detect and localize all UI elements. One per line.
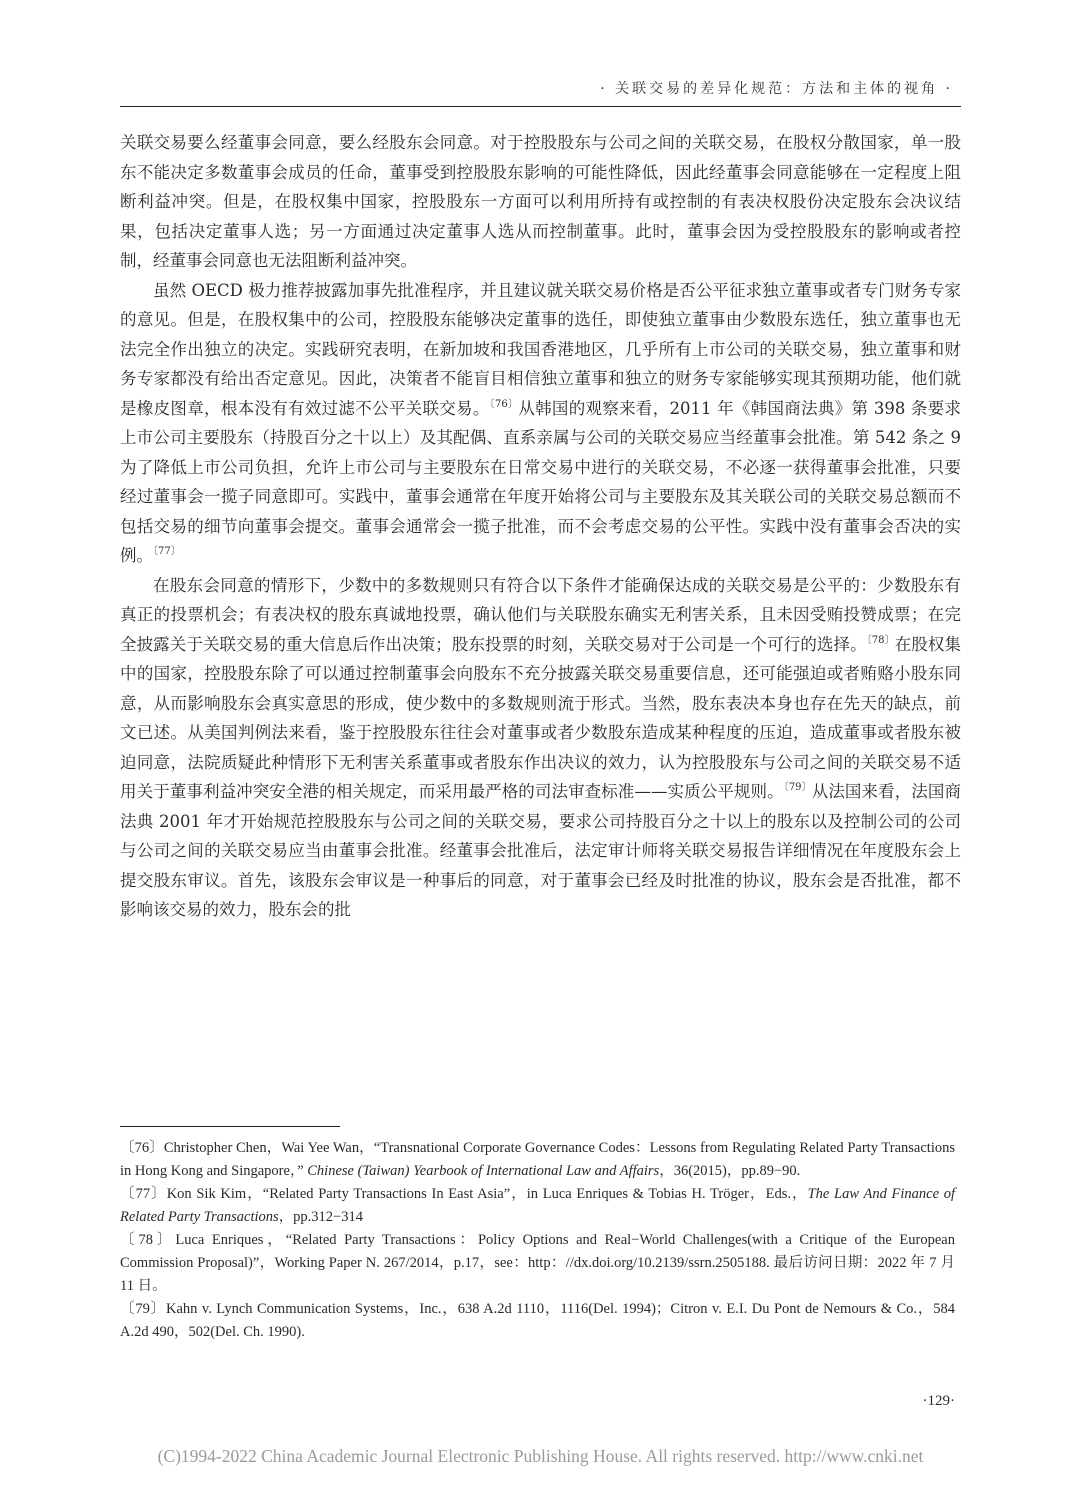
paragraph-3-part-a: 在股东会同意的情形下，少数中的多数规则只有符合以下条件才能确保达成的关联交易是公平的：少数股东有真正的投票机会；有表决权的股东真诚地投票，确认他们与关联股东确实无利害关系，且未因受贿投赞成票；在完全披露关于关联交易的重大信息后作出决策；股东投票的时刻，关联交易对于公司是一个可行的选择。 [120,575,961,654]
footnote-78: 〔78〕Luca Enriques，“Related Party Transactions：Policy Options and Real−World Challenges(with a Critique of the European Commission Proposal)”，Working Paper N. 267/2014，p.17，see：http：//dx.doi.org/10.2139/ssrn.2505188. 最后访问日期：2022 年 7 月 11 日。 [120,1232,955,1294]
footnote-76-journal: Chinese (Taiwan) Yearbook of International Law and Affairs [307,1163,660,1179]
footnote-77 [120,1183,955,1229]
footnote-76-pages: ，36(2015)，pp.89−90. [659,1163,801,1179]
paragraph-2-part-b: 从韩国的观察来看，2011 年《韩国商法典》第 398 条要求上市公司主要股东（持股百分之十以上）及其配偶、直系亲属与公司的关联交易应当经董事会批准。第 542 条之 9 为了降低上市公司负担，允许上市公司与主要股东在日常交易中进行的关联交易，不必逐一获得董事会批准，只要经过董事会一揽子同意即可。实践中，董事会通常在年度开始将公司与主要股东及其关联公司的关联交易总额而不包括交易的细节向董事会提交。董事会通常会一揽子批准，而不会考虑交易的公平性。实践中没有董事会否决的实例。 [120,398,961,565]
footnote-77-text: 〔77〕Kon Sik Kim，“Related Party Transactions In East Asia”，in Luca Enriques & Tobias H. Tröger，Eds.， [120,1186,808,1202]
footnote-ref-78[interactable]: 〔78〕 [866,634,895,646]
paragraph-2-part-a: 虽然 OECD 极力推荐披露加事先批准程序，并且建议就关联交易价格是否公平征求独立董事或者专门财务专家的意见。但是，在股权集中的公司，控股股东能够决定董事的选任，即使独立董事由少数股东选任，独立董事也无法完全作出独立的决定。实践研究表明，在新加坡和我国香港地区，几乎所有上市公司的关联交易，独立董事和财务专家都没有给出否定意见。因此，决策者不能盲目相信独立董事和独立的财务专家能够实现其预期功能，他们就是橡皮图章，根本没有有效过滤不公平关联交易。 [120,280,961,418]
running-title: · 关联交易的差异化规范：方法和主体的视角 · [600,81,953,97]
header-rule [120,106,961,107]
footnote-ref-77[interactable]: 〔77〕 [153,546,181,557]
footnote-77-book: The Law And Finance of Related Party Transactions [120,1186,955,1225]
footnote-76 [120,1137,955,1183]
footnotes [120,1137,955,1344]
footnote-79: 〔79〕Kahn v. Lynch Communication Systems，Inc.，638 A.2d 1110，1116(Del. 1994)；Citron v. E.I. Du Pont de Nemours & Co.，584 A.2d 490，502(Del. Ch. 1990). [120,1301,955,1340]
paragraph-3 [120,571,961,925]
footnote-rule [120,1126,340,1127]
paragraph-3-part-c: 从法国来看，法国商法典 2001 年才开始规范控股股东与公司之间的关联交易，要求公司持股百分之十以上的股东以及控制公司的公司与公司之间的关联交易应当由董事会批准。经董事会批准后，法定审计师将关联交易报告详细情况在年度股东会上提交股东审议。首先，该股东会审议是一种事后的同意，对于董事会已经及时批准的协议，股东会是否批准，都不影响该交易的效力，股东会的批 [120,782,961,919]
footnote-ref-76[interactable]: 〔76〕 [489,398,519,410]
paragraph-1: 关联交易要么经董事会同意，要么经股东会同意。对于控股股东与公司之间的关联交易，在股权分散国家，单一股东不能决定多数董事会成员的任命，董事受到控股股东影响的可能性降低，因此经董事会同意能够在一定程度上阻断利益冲突。但是，在股权集中国家，控股股东一方面可以利用所持有或控制的有表决权股份决定股东会决议结果，包括决定董事人选；另一方面通过决定董事人选从而控制董事。此时，董事会因为受控股股东的影响或者控制，经董事会同意也无法阻断利益冲突。 [120,133,961,270]
body-text [120,128,961,925]
footnote-76-text: 〔76〕Christopher Chen，Wai Yee Wan，“Transnational Corporate Governance Codes：Lessons from Regulating Related Party Transactions in Hong Kong and Singapore，” [120,1140,955,1179]
page-number: ·129· [922,1393,955,1409]
footnote-ref-79[interactable]: 〔79〕 [783,782,812,793]
paragraph-3-part-b: 在股权集中的国家，控股股东除了可以通过控制董事会向股东不充分披露关联交易重要信息，还可能强迫或者贿赂小股东同意，从而影响股东会真实意思的形成，使少数中的多数规则流于形式。当然，股东表决本身也存在先天的缺点，前文已述。从美国判例法来看，鉴于控股股东往往会对董事或者少数股东造成某种程度的压迫，造成董事或者股东被迫同意，法院质疑此种情形下无利害关系董事或者股东作出决议的效力，认为控股股东与公司之间的关联交易不适用关于董事利益冲突安全港的相关规定，而采用最严格的司法审查标准——实质公平规则。 [120,634,962,801]
footnote-77-pages: ，pp.312−314 [278,1209,363,1225]
copyright-notice: (C)1994-2022 China Academic Journal Electronic Publishing House. All rights reserved. http://www.cnki.net [157,1446,924,1466]
paragraph-2 [120,276,961,571]
